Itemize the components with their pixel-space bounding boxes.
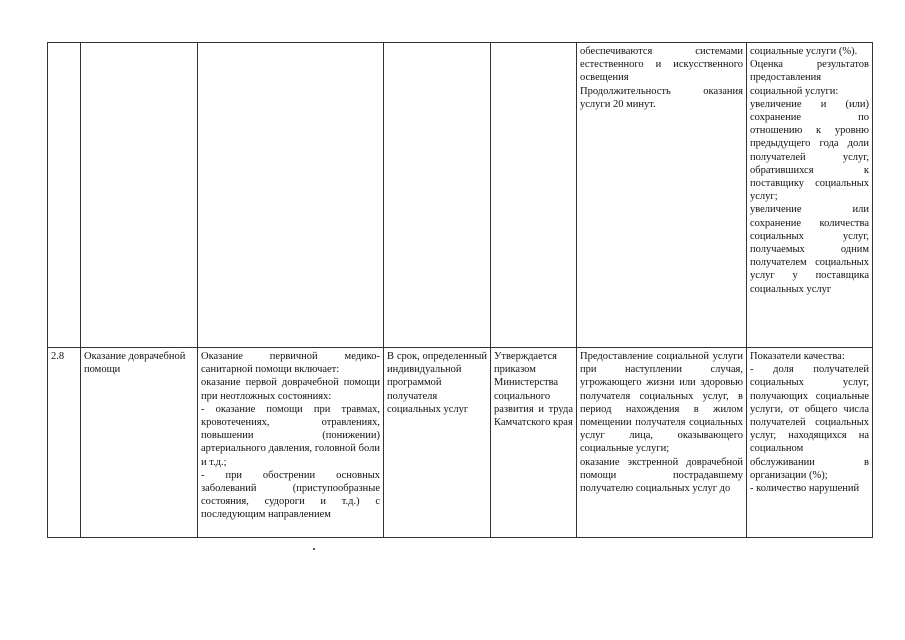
text-paragraph: - доля получателей социальных услуг, получающих социальные услуги, от общего числа получателей социальных услуг, находящихся на социальном обслуживании в организации (%); [750,364,869,481]
text-paragraph: оказание экстренной доврачебной помощи пострадавшему получателю социальных услуг до [580,456,743,495]
cell-term [384,43,491,348]
text-paragraph: увеличение и (или) сохранение по отношению к уровню предыдущего года доли получателей услуг, обратившихся к поставщику социальных услуг; [750,98,869,203]
scan-speck [313,548,315,550]
cell-term: В срок, определенный индивидуальной программой получателя социальных услуг [384,348,491,538]
text-paragraph: - при обострении основных заболеваний (приступообразные состояния, судороги и т.д.) с последующим направлением [201,469,380,521]
text-paragraph: Продолжительность оказания услуги 20 минут. [580,85,743,110]
cell-service-name: Оказание доврачебной помощи [81,348,198,538]
cell-number [48,43,81,348]
text-paragraph: - оказание помощи при травмах, кровотечениях, отравлениях, повышении (понижении) артериального давления, головной боли и т.д.; [201,403,380,468]
cell-tariff [491,43,577,348]
cell-conditions [577,43,747,348]
table-row [48,43,873,348]
services-table [47,42,873,538]
cell-conditions [577,348,747,538]
cell-service-name [81,43,198,348]
cell-number: 2.8 [48,348,81,538]
text-paragraph: обеспечиваются системами естественного и искусственного освещения [580,46,743,84]
cell-indicators [747,43,873,348]
table-row [48,348,873,538]
text-paragraph: Показатели качества: [750,351,845,362]
cell-tariff: Утверждается приказом Министерства социального развития и труда Камчатского края [491,348,577,538]
text-paragraph: Оценка результатов предоставления социальной услуги: [750,59,869,97]
cell-indicators [747,348,873,538]
text-paragraph: - количество нарушений [750,483,860,495]
cell-description [198,348,384,538]
text-paragraph: Оказание первичной медико-санитарной помощи включает: [201,351,380,376]
text-paragraph: увеличение или сохранение количества социальных услуг, получаемых одним получателем социальных услуг у поставщика социальных услуг [750,204,869,295]
cell-description [198,43,384,348]
text-paragraph: социальные услуги (%). [750,46,858,57]
text-paragraph: оказание первой доврачебной помощи при неотложных состояниях: [201,377,380,402]
text-paragraph: Предоставление социальной услуги при наступлении случая, угрожающего жизни или здоровью получателя социальных услуг, в период нахождения в жилом помещении получателя социальных услуг лица, оказывающего социальные услуги; [580,351,743,455]
